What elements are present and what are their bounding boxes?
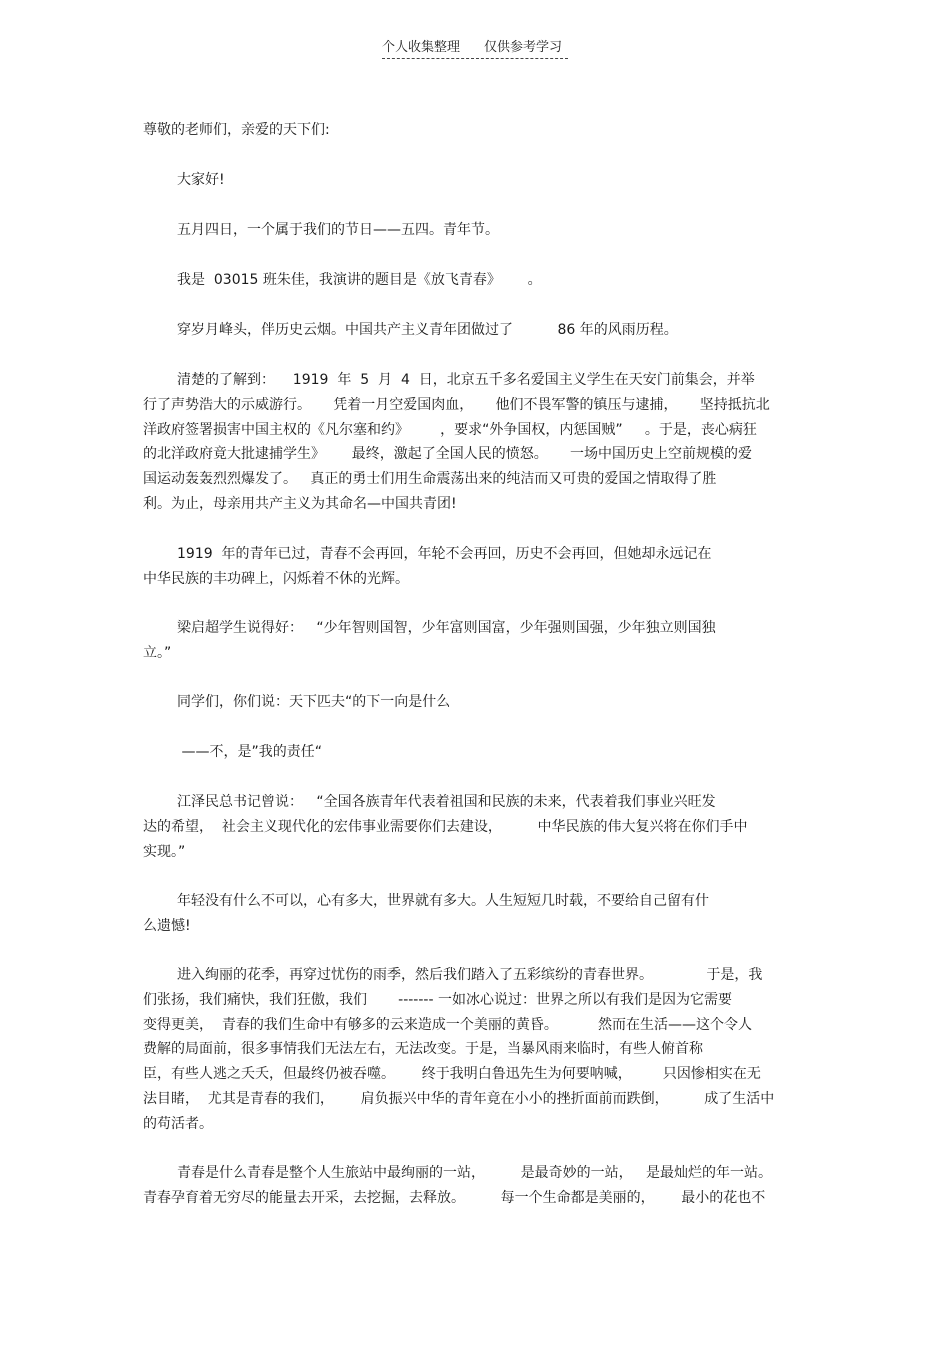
body-paragraph (143, 889, 709, 939)
body-paragraph (143, 790, 748, 864)
paragraph-line: 利。为止，母亲用共产主义为其命名—中国共青团! (143, 495, 457, 512)
paragraph-line: 清楚的了解到： 1919 年 5 月 4 日，北京五千多名爱国主义学生在天安门前集会，并举 (177, 372, 755, 388)
paragraph-line: 国运动轰轰烈烈爆发了。 真正的勇士们用生命震荡出来的纯洁而又可贵的爱国之情取得了胜 (143, 471, 717, 488)
paragraph-line: 们张扬，我们痛快，我们狂傲，我们 ------- 一如冰心说过：世界之所以有我们是因为它需要 (143, 991, 732, 1008)
paragraph-line: 法目睹， 尤其是青春的我们， 肩负振兴中华的青年竟在小小的挫折面前而跌倒， 成了生活中 (143, 1090, 775, 1107)
paragraph-line: 青春是什么青春是整个人生旅站中最绚丽的一站， 是最奇妙的一站， 是最灿烂的年一站。 (177, 1165, 772, 1181)
paragraph-line: 青春孕育着无穷尽的能量去开采，去挖掘，去释放。 每一个生命都是美丽的， 最小的花也不 (143, 1189, 766, 1206)
paragraph-line: 臣，有些人逃之夭夭，但最终仍被吞噬。 终于我明白鲁迅先生为何要呐喊， 只因惨相实在无 (143, 1066, 761, 1083)
paragraph-line: 费解的局面前，很多事情我们无法左右，无法改变。于是，当暴风雨来临时，有些人俯首称 (143, 1041, 703, 1058)
body-paragraph (143, 690, 450, 715)
paragraph-line: 五月四日，一个属于我们的节日——五四。青年节。 (177, 222, 499, 238)
body-paragraph (143, 318, 678, 343)
paragraph-line: 江泽民总书记曾说： “全国各族青年代表着祖国和民族的未来，代表着我们事业兴旺发 (177, 794, 716, 810)
paragraph-line: 进入绚丽的花季，再穿过忧伤的雨季，然后我们踏入了五彩缤纷的青春世界。 于是，我 (177, 967, 763, 983)
header-right-text: 仅供参考学习 (484, 40, 563, 55)
body-paragraph (143, 368, 770, 517)
paragraph-line: 大家好! (177, 172, 225, 188)
greeting-paragraph (143, 168, 225, 193)
paragraph-line: 达的希望， 社会主义现代化的宏伟事业需要你们去建设， 中华民族的伟大复兴将在你们手中 (143, 818, 748, 835)
paragraph-line: 梁启超学生说得好： “少年智则国智，少年富则国富，少年强则国强，少年独立则国独 (177, 620, 716, 636)
paragraph-line: 穿岁月峰头，伴历史云烟。中国共产主义青年团做过了 86 年的风雨历程。 (177, 322, 678, 338)
paragraph-line: 么遗憾! (143, 917, 191, 934)
paragraph-line: 同学们，你们说：天下匹夫“的下一向是什么 (177, 694, 451, 710)
paragraph-line: 变得更美， 青春的我们生命中有够多的云来造成一个美丽的黄昏。 然而在生活——这个令人 (143, 1016, 752, 1033)
paragraph-line: 洋政府签署损害中国主权的《凡尔塞和约》 ，要求“外争国权，内惩国贼” 。于是，丧心病狂 (143, 421, 757, 438)
paragraph-line: 我是 03015 班朱佳，我演讲的题目是《放飞青春》 。 (177, 272, 542, 288)
paragraph-line: 1919 年的青年已过，青春不会再回，年轮不会再回，历史不会再回，但她却永远记在 (177, 546, 712, 562)
paragraph-line: 的北洋政府竟大批逮捕学生》 最终，激起了全国人民的愤怒。 一场中国历史上空前规模的爱 (143, 446, 752, 463)
paragraph-line: 中华民族的丰功碑上，闪烁着不休的光辉。 (143, 570, 409, 587)
body-paragraph (143, 542, 712, 592)
paragraph-line: 尊敬的老师们，亲爱的天下们: (143, 122, 330, 138)
body-paragraph (143, 963, 774, 1137)
body-paragraph (143, 218, 499, 243)
body-paragraph (143, 740, 322, 765)
body-paragraph (143, 268, 542, 293)
paragraph-line: 行了声势浩大的示威游行。 凭着一月空爱国肉血， 他们不畏军警的镇压与逮捕， 坚持抵抗北 (143, 396, 770, 413)
body-paragraph (143, 616, 716, 666)
header-left-text: 个人收集整理 (382, 40, 461, 55)
paragraph-line: 立。” (143, 644, 172, 661)
salutation-paragraph (143, 118, 330, 143)
paragraph-line: ——不，是”我的责任“ (177, 744, 322, 760)
paragraph-line: 年轻没有什么不可以，心有多大，世界就有多大。人生短短几时载，不要给自己留有什 (177, 893, 709, 909)
paragraph-line: 的苟活者。 (143, 1115, 213, 1132)
paragraph-line: 实现。” (143, 843, 186, 860)
page-header (382, 40, 568, 59)
body-paragraph (143, 1161, 772, 1211)
